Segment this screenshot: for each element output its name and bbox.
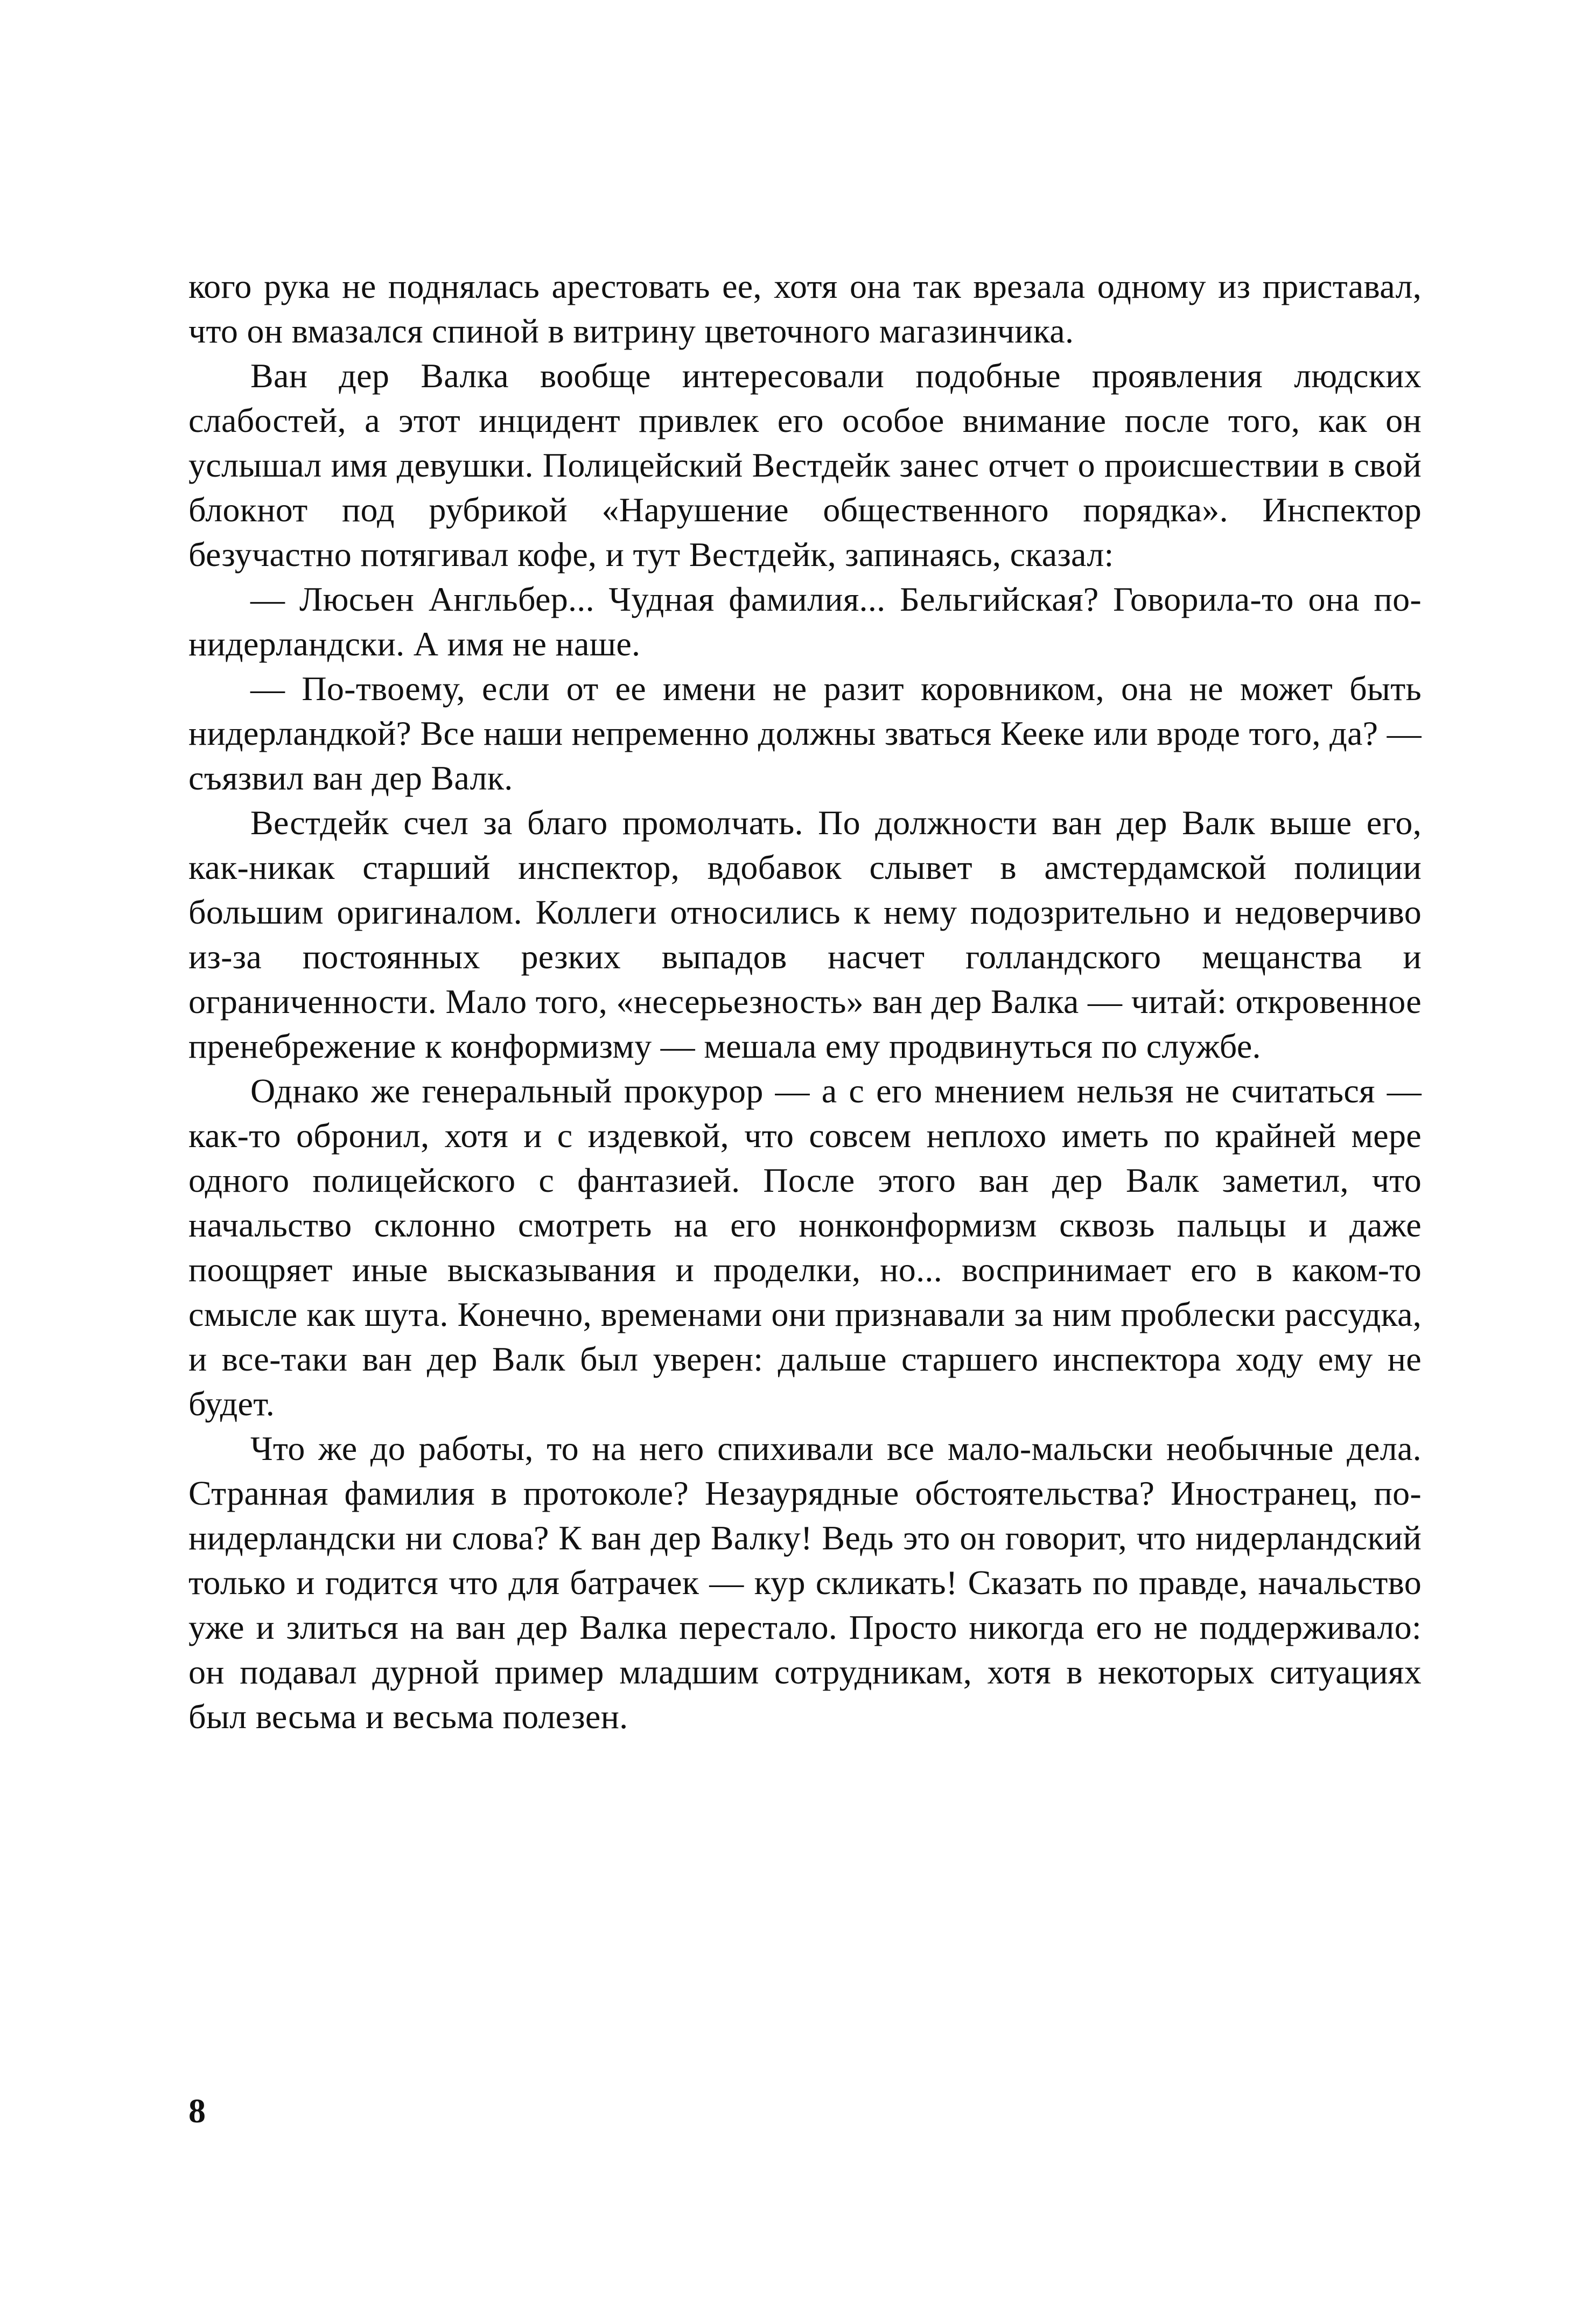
paragraph-1: кого рука не поднялась арестовать ее, хотя она так врезала одному из приставал, что он вмазался спиной в витрину цветочного магазинчика. bbox=[188, 267, 1422, 350]
page-number: 8 bbox=[188, 2092, 206, 2130]
paragraph-4: — По-твоему, если от ее имени не разит коровником, она не может быть нидерландкой? Все наши непременно должны зваться Кееке или вроде того, да? — съязвил ван дер Валк. bbox=[188, 669, 1422, 797]
paragraph-5: Вестдейк счел за благо промолчать. По должности ван дер Валк выше его, как-никак старший инспектор, вдобавок слывет в амстердамской полиции большим оригиналом. Коллеги относились к нему подозрительно и недоверчиво из-за постоянных резких выпадов насчет голландского мещанства и ограниченности. Мало того, «несерьезность» ван дер Валка — читай: откровенное пренебрежение к конформизму — мешала ему продвинуться по службе. bbox=[188, 803, 1422, 1065]
paragraph-7: Что же до работы, то на него спихивали все мало-мальски необычные дела. Странная фамилия в протоколе? Незаурядные обстоятельства? Иностранец, по-нидерландски ни слова? К ван дер Валку! Ведь это он говорит, что нидерландский только и годится что для батрачек — кур скликать! Сказать по правде, начальство уже и злиться на ван дер Валка перестало. Просто никогда его не поддерживало: он подавал дурной пример младшим сотрудникам, хотя в некоторых ситуациях был весьма и весьма полезен. bbox=[188, 1429, 1422, 1736]
paragraph-6: Однако же генеральный прокурор — а с его мнением нельзя не считаться — как-то обронил, хотя и с издевкой, что совсем неплохо иметь по крайней мере одного полицейского с фантазией. После этого ван дер Валк заметил, что начальство склонно смотреть на его нонконформизм сквозь пальцы и даже поощряет иные высказывания и проделки, но... воспринимает его в каком-то смысле как шута. Конечно, временами они признавали за ним проблески рассудка, и все-таки ван дер Валк был уверен: дальше старшего инспектора ходу ему не будет. bbox=[188, 1072, 1422, 1423]
paragraph-2: Ван дер Валка вообще интересовали подобные проявления людских слабостей, а этот инцидент привлек его особое внимание после того, как он услышал имя девушки. Полицейский Вестдейк занес отчет о происшествии в свой блокнот под рубрикой «Нарушение общественного порядка». Инспектор безучастно потягивал кофе, и тут Вестдейк, запинаясь, сказал: bbox=[188, 357, 1422, 574]
paragraph-3: — Люсьен Англьбер... Чудная фамилия... Бельгийская? Говорила-то она по-нидерландски. А имя не наше. bbox=[188, 580, 1422, 663]
page-body bbox=[188, 264, 1422, 1739]
